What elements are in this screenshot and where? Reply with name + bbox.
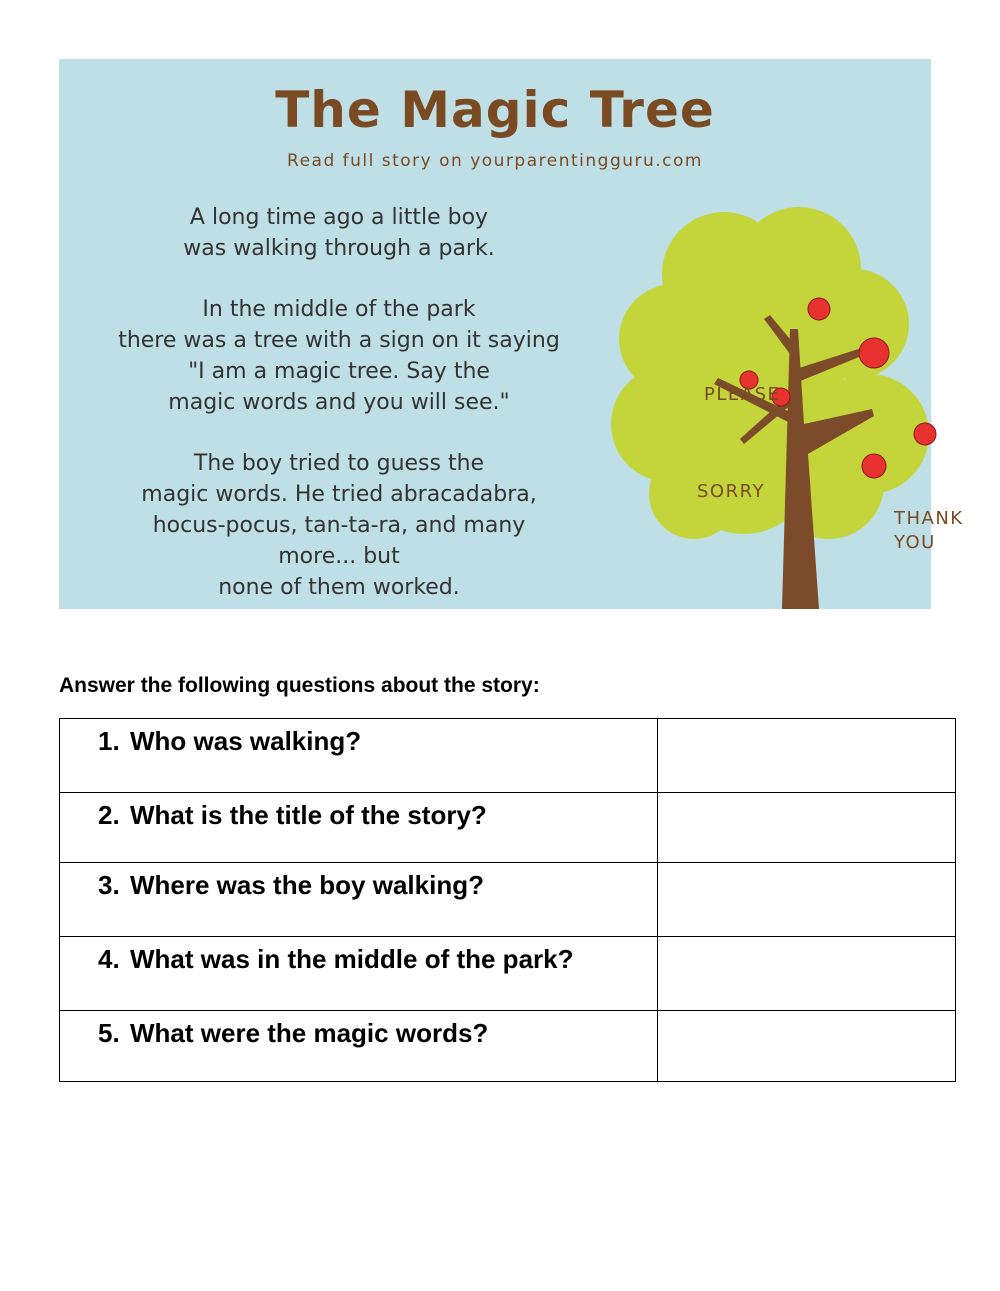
magic-tree-illustration (604, 194, 964, 609)
question-text: Where was the boy walking? (130, 870, 484, 900)
table-row (60, 863, 956, 937)
answer-cell[interactable] (658, 1011, 956, 1082)
story-line: magic words. He tried abracadabra, (141, 482, 537, 507)
question-number: 1. (98, 726, 120, 756)
story-line: In the middle of the park (202, 297, 476, 322)
tree-word-please: PLEASE (704, 384, 781, 405)
tree-word-sorry: SORRY (697, 481, 765, 502)
question-text: What were the magic words? (130, 1018, 489, 1048)
question-cell (60, 937, 658, 1011)
story-line: The boy tried to guess the (193, 451, 485, 476)
story-paragraph-2 (59, 294, 619, 418)
story-paragraph-1 (59, 202, 619, 264)
story-card (59, 59, 964, 609)
table-row (60, 1011, 956, 1082)
question-text: What is the title of the story? (130, 800, 487, 830)
question-cell (60, 793, 658, 863)
instructions-text: Answer the following questions about the story: (59, 674, 540, 697)
story-paragraph-3 (59, 448, 619, 603)
answer-cell[interactable] (658, 937, 956, 1011)
story-line: magic words and you will see." (168, 390, 510, 415)
story-title: The Magic Tree (275, 81, 715, 139)
story-line: A long time ago a little boy (189, 205, 489, 230)
question-number: 5. (98, 1018, 120, 1048)
apple (914, 423, 936, 445)
question-text: What was in the middle of the park? (130, 944, 574, 974)
story-source: Read full story on yourparentingguru.com (287, 151, 703, 171)
story-line: none of them worked. (218, 575, 460, 600)
answer-cell[interactable] (658, 863, 956, 937)
apple (859, 338, 889, 368)
question-text: Who was walking? (130, 726, 362, 756)
table-row (60, 719, 956, 793)
question-cell (60, 1011, 658, 1082)
table-row (60, 937, 956, 1011)
answer-cell[interactable] (658, 793, 956, 863)
tree-word-you: YOU (894, 532, 936, 553)
question-table (59, 718, 956, 1082)
tree-word-thank: THANK (894, 508, 964, 529)
question-number: 4. (98, 944, 120, 974)
tree-foliage (611, 207, 929, 539)
question-cell (60, 719, 658, 793)
story-line: more... but (278, 544, 400, 569)
story-line: was walking through a park. (183, 236, 495, 261)
story-line: "I am a magic tree. Say the (188, 359, 490, 384)
story-line: there was a tree with a sign on it saying (118, 328, 560, 353)
apple (862, 454, 886, 478)
answer-cell[interactable] (658, 719, 956, 793)
table-row (60, 793, 956, 863)
story-line: hocus-pocus, tan-ta-ra, and many (152, 513, 526, 538)
question-number: 3. (98, 870, 120, 900)
question-cell (60, 863, 658, 937)
question-number: 2. (98, 800, 120, 830)
apple (808, 298, 830, 320)
